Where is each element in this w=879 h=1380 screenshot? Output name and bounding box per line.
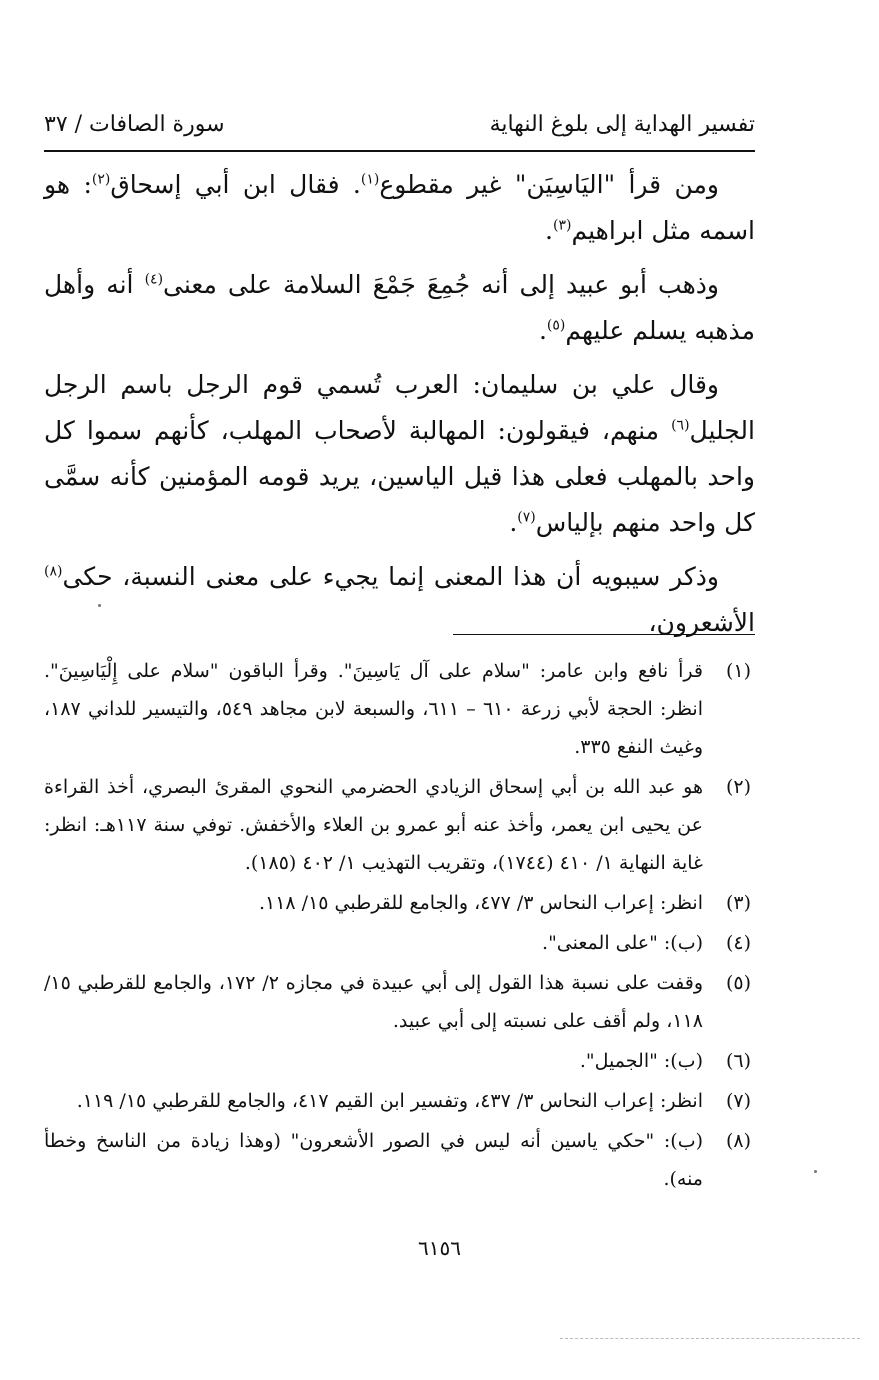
footnote [44, 1082, 751, 1120]
footnote [44, 964, 751, 1040]
footnote-text: انظر: إعراب النحاس ٣/ ٤٧٧، والجامع للقرطبي ١٥/ ١١٨. [258, 892, 703, 914]
footnote-text: وقفت على نسبة هذا القول إلى أبي عبيدة في مجازه ٢/ ١٧٢، والجامع للقرطبي ١٥/ ١١٨، ولم أقف على نسبته إلى أبي عبيد. [44, 972, 704, 1032]
footnote-number: (٥) [725, 972, 751, 994]
page-number: ٦١٥٦ [418, 1236, 461, 1260]
footnote-number: (٧) [725, 1090, 751, 1112]
main-text [44, 162, 755, 654]
footnote-ref[interactable]: (٨) [44, 563, 63, 580]
paragraph: وقال علي بن سليمان: العرب تُسمي قوم الرجل باسم الرجل الجليل$^{(٦)}$ منهم، فيقولون: المهالبة لأصحاب المهلب، كأنهم سموا كل واحد بالمهلب فعلى هذا قيل الياسين، يريد قومه المؤمنين كأنه سمَّى كل واحد منهم بإلياس$^{(٧)}$. [44, 370, 755, 537]
footnote-ref[interactable]: (٤) [144, 271, 164, 288]
footnote [44, 1122, 751, 1198]
footnote-text: هو عبد الله بن أبي إسحاق الزيادي الحضرمي النحوي المقرئ البصري، أخذ القراءة عن يحيى ابن يعمر، وأخذ عنه أبو عمرو بن العلاء والأخفش. توفي سنة ١١٧هـ: انظر: غاية النهاية ١/ ٤١٠ (١٧٤٤)، وتقريب التهذيب ١/ ٤٠٢ (١٨٥). [44, 776, 703, 874]
footnote [44, 1042, 751, 1080]
footnote [44, 884, 751, 922]
footnote-number: (٢) [725, 776, 751, 798]
scan-speck [814, 1170, 817, 1173]
scan-edge-artifact [560, 1338, 860, 1339]
running-header [44, 104, 755, 144]
footnote-ref[interactable]: (٥) [546, 317, 566, 334]
footnote-rule [453, 634, 755, 635]
footnote-number: (١) [725, 660, 751, 682]
footnote-text: انظر: إعراب النحاس ٣/ ٤٣٧، وتفسير ابن القيم ٤١٧، والجامع للقرطبي ١٥/ ١١٩. [76, 1090, 703, 1112]
footnote-text: (ب): "الجميل". [579, 1050, 703, 1072]
footnote [44, 768, 751, 882]
footnote [44, 924, 751, 962]
footnote-ref[interactable]: (٧) [517, 509, 536, 526]
footnote [44, 652, 751, 766]
footnote-number: (٣) [725, 892, 751, 914]
footnote-text: قرأ نافع وابن عامر: "سلام على آل يَاسِينَ". وقرأ الباقون "سلام على إِلْيَاسِينَ". انظر: الحجة لأبي زرعة ٦١٠ – ٦١١، والسبعة لابن مجاهد ٥٤٩، والتيسير للداني ١٨٧، وغيث النفع ٣٣٥. [44, 660, 703, 758]
paragraph: وذكر سيبويه أن هذا المعنى إنما يجيء على معنى النسبة، حكى$^{(٨)}$ الأشعرون، [44, 562, 755, 637]
footnote-number: (٤) [725, 932, 751, 954]
footnote-number: (٨) [725, 1130, 751, 1152]
footnote-ref[interactable]: (١) [360, 171, 380, 188]
footnote-ref[interactable]: (٦) [671, 417, 690, 434]
header-rule [44, 150, 755, 152]
book-title: تفسير الهداية إلى بلوغ النهاية [489, 111, 755, 137]
paragraph: وذهب أبو عبيد إلى أنه جُمِعَ جَمْعَ السلامة على معنى$^{(٤)}$ أنه وأهل مذهبه يسلم عليهم$^{(٥)}$. [44, 270, 755, 345]
footnote-text: (ب): "على المعنى". [542, 932, 703, 954]
footnote-ref[interactable]: (٢) [91, 171, 111, 188]
scan-speck [98, 604, 101, 607]
surah-label: سورة الصافات / ٣٧ [44, 111, 225, 137]
footnote-number: (٦) [725, 1050, 751, 1072]
footnote-text: (ب): "حكي ياسين أنه ليس في الصور الأشعرون" (وهذا زيادة من الناسخ وخطأ منه). [44, 1130, 703, 1190]
footnotes [44, 652, 751, 1200]
paragraph: ومن قرأ "اليَاسِيَن" غير مقطوع$^{(١)}$. فقال ابن أبي إسحاق$^{(٢)}$: هو اسمه مثل ابراهيم$^{(٣)}$. [44, 170, 755, 245]
footnote-ref[interactable]: (٣) [553, 217, 572, 234]
